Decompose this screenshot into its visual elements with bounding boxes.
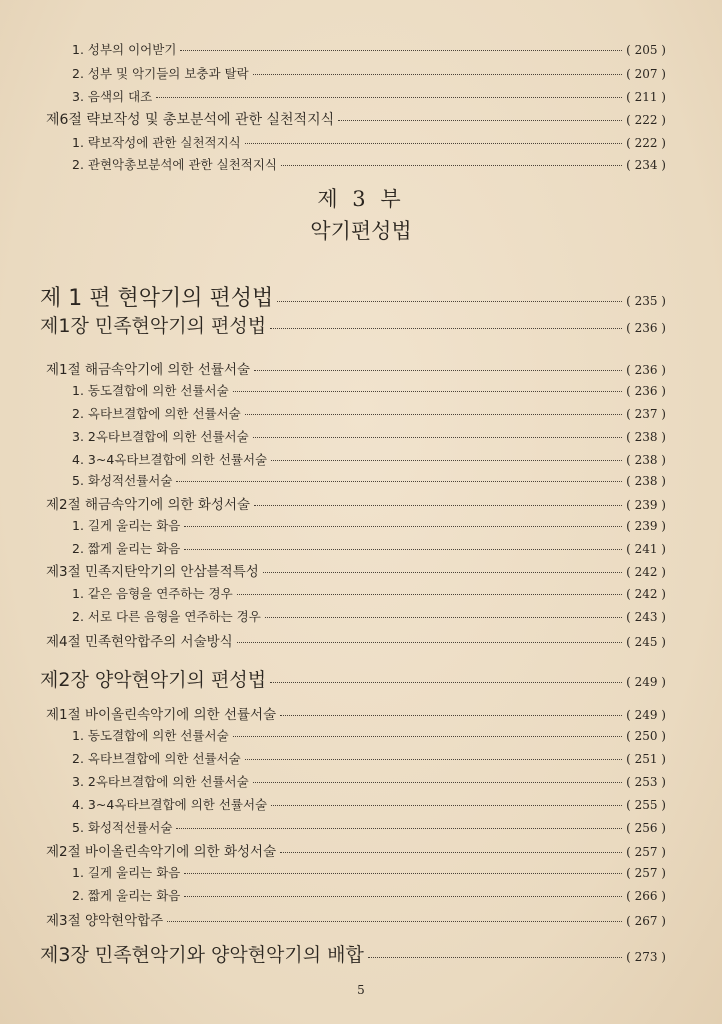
toc-section-page: ( 242 ) [626, 565, 666, 579]
toc-chapter-page: ( 236 ) [626, 321, 666, 335]
leader-dots [245, 414, 622, 415]
leader-dots [184, 526, 622, 527]
toc-entry-label: 4. 3~4옥타브결합에 의한 선률서술 [72, 452, 268, 467]
toc-entry-label: 5. 화성적선률서술 [72, 820, 173, 835]
toc-section-page: ( 249 ) [626, 708, 666, 722]
leader-dots [338, 120, 622, 121]
toc-entry [72, 381, 666, 399]
toc-entry [72, 516, 666, 534]
leader-dots [184, 873, 622, 874]
toc-entry-label: 1. 길게 울리는 화음 [72, 865, 181, 880]
toc-entry-label: 1. 같은 음형을 연주하는 경우 [72, 586, 233, 601]
toc-section-label: 제3절 민족지탄악기의 안삼블적특성 [46, 564, 259, 580]
toc-chapter-label: 제1장 민족현악기의 편성법 [40, 315, 267, 337]
toc-chapter-label: 제3장 민족현악기와 양악현악기의 배합 [40, 944, 364, 966]
toc-section-page: ( 236 ) [626, 363, 666, 377]
leader-dots [253, 437, 622, 438]
toc-volume [40, 281, 666, 312]
toc-entry-page: ( 238 ) [626, 430, 666, 444]
toc-section-page: ( 245 ) [626, 635, 666, 649]
toc-entry-page: ( 205 ) [626, 43, 666, 57]
toc-chapter [40, 665, 666, 692]
toc-entry [72, 133, 666, 151]
leader-dots [280, 852, 622, 853]
toc-entry-label: 2. 옥타브결합에 의한 선률서술 [72, 751, 241, 766]
leader-dots [237, 594, 622, 595]
toc-entry-page: ( 242 ) [626, 587, 666, 601]
toc-entry-page: ( 222 ) [626, 136, 666, 150]
leader-dots [184, 896, 622, 897]
toc-entry [72, 772, 666, 790]
toc-entry-page: ( 255 ) [626, 798, 666, 812]
toc-section [46, 630, 666, 650]
toc-chapter-label: 제2장 양악현악기의 편성법 [40, 669, 267, 691]
toc-chapter-page: ( 273 ) [626, 950, 666, 964]
toc-section-label: 제2절 바이올린속악기에 의한 화성서술 [46, 844, 277, 860]
toc-section-label: 제4절 민족현악합주의 서술방식 [46, 634, 233, 650]
toc-entry [72, 539, 666, 557]
toc-entry [72, 584, 666, 602]
toc-section-label: 제1절 바이올린속악기에 의한 선률서술 [46, 707, 277, 723]
toc-entry-label: 3. 2옥타브결합에 의한 선률서술 [72, 429, 249, 444]
leader-dots [271, 460, 622, 461]
toc-chapter [40, 940, 666, 967]
toc-entry [72, 64, 666, 82]
toc-entry-label: 2. 짧게 울리는 화음 [72, 541, 181, 556]
toc-entry-page: ( 253 ) [626, 775, 666, 789]
toc-entry-page: ( 251 ) [626, 752, 666, 766]
leader-dots [233, 391, 622, 392]
leader-dots [271, 805, 622, 806]
toc-entry [72, 607, 666, 625]
toc-entry-label: 1. 길게 울리는 화음 [72, 518, 181, 533]
toc-entry-label: 2. 짧게 울리는 화음 [72, 888, 181, 903]
leader-dots [270, 682, 622, 683]
toc-section [46, 703, 666, 723]
toc-section-label: 제6절 략보작성 및 총보분석에 관한 실천적지식 [46, 112, 335, 128]
leader-dots [237, 642, 622, 643]
leader-dots [254, 370, 622, 371]
toc-entry [72, 427, 666, 445]
toc-entry [72, 87, 666, 105]
toc-volume-label: 제 1 편 현악기의 편성법 [40, 286, 274, 311]
toc-entry [72, 155, 666, 173]
page-number: 5 [357, 983, 365, 997]
toc-entry [72, 886, 666, 904]
toc-section [46, 909, 666, 929]
part-number: 제 3 부 [317, 187, 405, 211]
leader-dots [281, 165, 622, 166]
toc-chapter-page: ( 249 ) [626, 675, 666, 689]
toc-entry-label: 3. 음색의 대조 [72, 89, 153, 104]
toc-chapter [40, 311, 666, 338]
toc-entry-label: 1. 동도결합에 의한 선률서술 [72, 728, 229, 743]
toc-entry-page: ( 243 ) [626, 610, 666, 624]
toc-section-page: ( 267 ) [626, 914, 666, 928]
leader-dots [253, 782, 622, 783]
leader-dots [277, 301, 622, 302]
toc-section [46, 560, 666, 580]
toc-section-label: 제1절 해금속악기에 의한 선률서술 [46, 362, 251, 378]
leader-dots [270, 328, 622, 329]
toc-entry [72, 404, 666, 422]
toc-entry-page: ( 238 ) [626, 474, 666, 488]
toc-entry-page: ( 241 ) [626, 542, 666, 556]
leader-dots [245, 143, 622, 144]
toc-entry [72, 471, 666, 489]
leader-dots [184, 549, 622, 550]
part-title: 악기편성법 [310, 219, 412, 243]
leader-dots [245, 759, 622, 760]
toc-entry-page: ( 238 ) [626, 453, 666, 467]
toc-entry-label: 1. 략보작성에 관한 실천적지식 [72, 135, 241, 150]
toc-section [46, 840, 666, 860]
toc-entry-page: ( 237 ) [626, 407, 666, 421]
toc-entry [72, 40, 666, 58]
leader-dots [263, 572, 622, 573]
toc-entry-label: 2. 옥타브결합에 의한 선률서술 [72, 406, 241, 421]
leader-dots [265, 617, 622, 618]
leader-dots [253, 74, 622, 75]
toc-entry [72, 450, 666, 468]
leader-dots [254, 505, 622, 506]
toc-entry [72, 863, 666, 881]
toc-section-label: 제2절 해금속악기에 의한 화성서술 [46, 497, 251, 513]
toc-entry-label: 2. 성부 및 악기들의 보충과 탈락 [72, 66, 249, 81]
toc-entry-page: ( 257 ) [626, 866, 666, 880]
toc-entry-page: ( 266 ) [626, 889, 666, 903]
leader-dots [176, 481, 622, 482]
leader-dots [176, 828, 622, 829]
toc-section-page: ( 222 ) [626, 113, 666, 127]
toc-entry-page: ( 211 ) [626, 90, 666, 104]
toc-section [46, 358, 666, 378]
leader-dots [280, 715, 622, 716]
toc-entry-label: 2. 서로 다른 음형을 연주하는 경우 [72, 609, 261, 624]
toc-volume-page: ( 235 ) [626, 294, 666, 308]
toc-entry-page: ( 250 ) [626, 729, 666, 743]
toc-section-page: ( 257 ) [626, 845, 666, 859]
toc-section [46, 493, 666, 513]
leader-dots [368, 957, 622, 958]
toc-entry-page: ( 207 ) [626, 67, 666, 81]
toc-entry [72, 795, 666, 813]
leader-dots [180, 50, 622, 51]
toc-entry [72, 749, 666, 767]
toc-entry-label: 5. 화성적선률서술 [72, 473, 173, 488]
toc-entry-label: 3. 2옥타브결합에 의한 선률서술 [72, 774, 249, 789]
toc-entry [72, 726, 666, 744]
toc-section-label: 제3절 양악현악합주 [46, 913, 164, 929]
leader-dots [233, 736, 622, 737]
toc-entry [72, 818, 666, 836]
toc-entry-label: 1. 동도결합에 의한 선률서술 [72, 383, 229, 398]
leader-dots [167, 921, 622, 922]
leader-dots [156, 97, 622, 98]
toc-entry-page: ( 239 ) [626, 519, 666, 533]
toc-entry-page: ( 234 ) [626, 158, 666, 172]
toc-entry-label: 1. 성부의 이어받기 [72, 42, 177, 57]
toc-entry-page: ( 236 ) [626, 384, 666, 398]
toc-section-page: ( 239 ) [626, 498, 666, 512]
toc-section [46, 109, 666, 129]
toc-entry-page: ( 256 ) [626, 821, 666, 835]
toc-entry-label: 4. 3~4옥타브결합에 의한 선률서술 [72, 797, 268, 812]
toc-entry-label: 2. 관현악총보분석에 관한 실천적지식 [72, 157, 277, 172]
